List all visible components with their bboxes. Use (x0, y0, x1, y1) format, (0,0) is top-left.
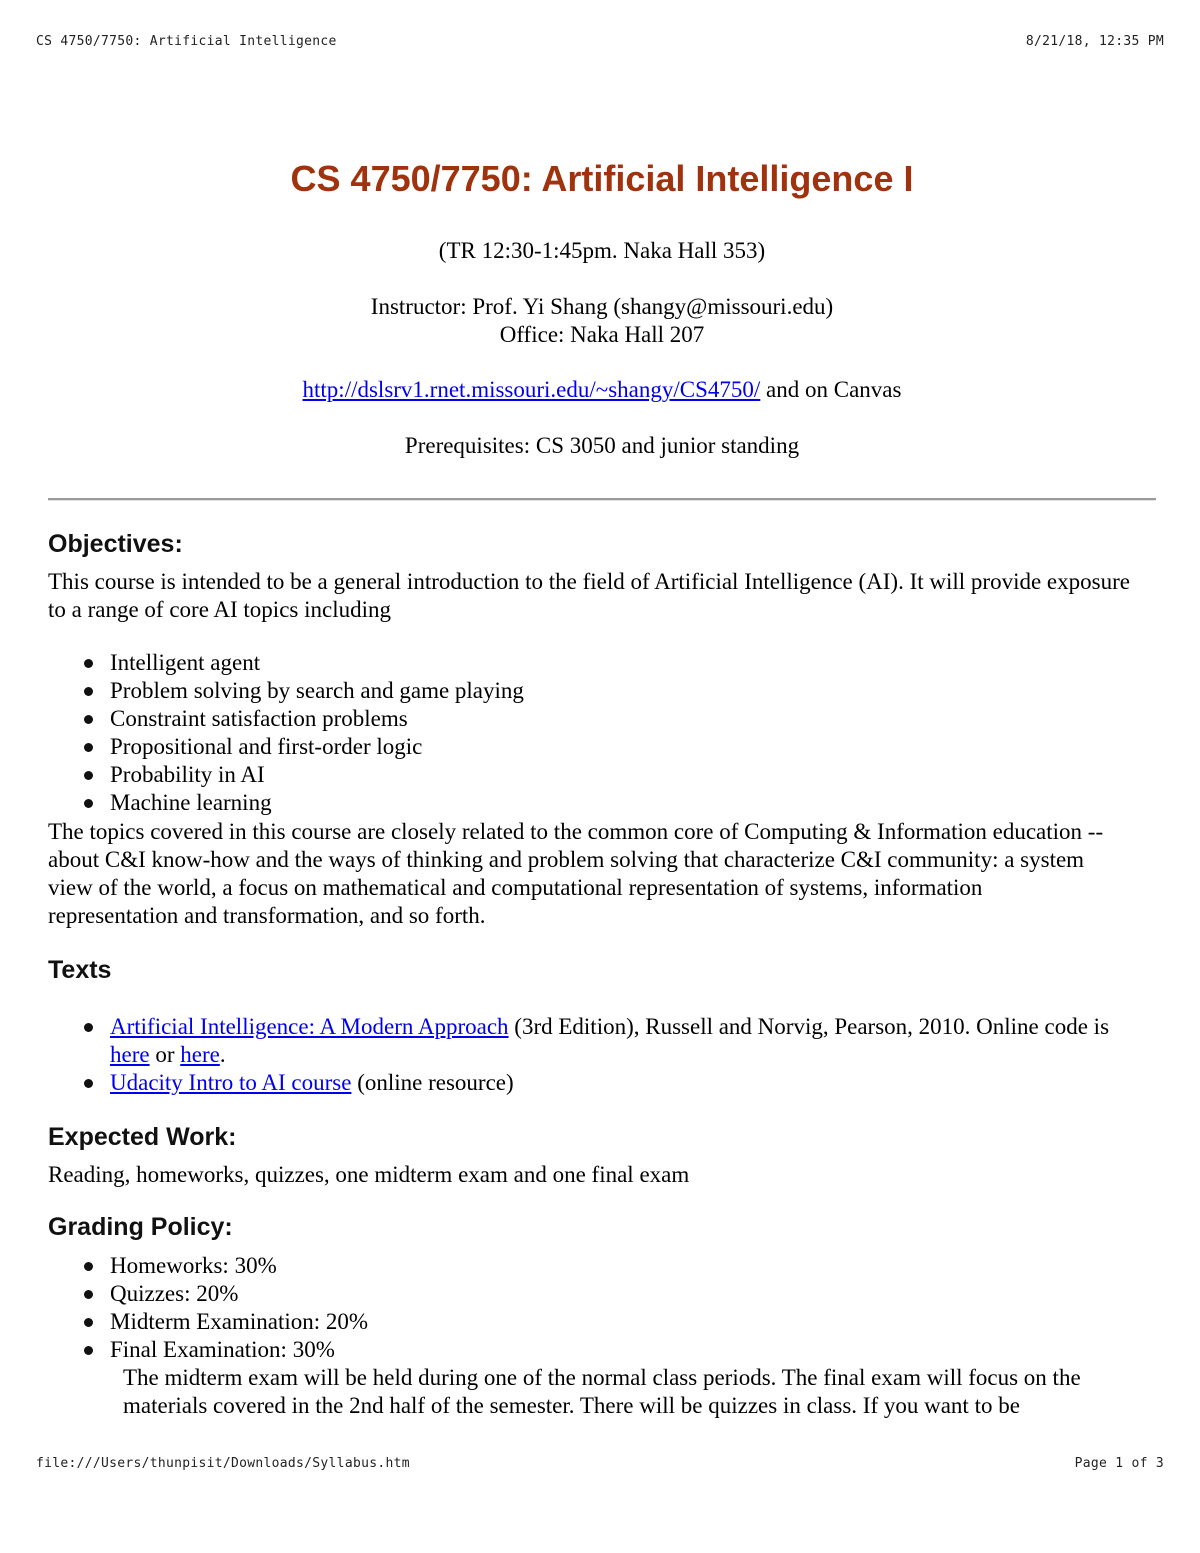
textbook-details: (3rd Edition), Russell and Norvig, Pearson, 2010. Online code is (508, 1014, 1110, 1039)
list-item: Probability in AI (48, 761, 1148, 789)
expected-work-heading: Expected Work: (48, 1123, 237, 1151)
print-footer-page-number: Page 1 of 3 (1074, 1456, 1164, 1471)
grading-policy-heading: Grading Policy: (48, 1213, 233, 1241)
udacity-details: (online resource) (351, 1070, 514, 1095)
objectives-heading: Objectives: (48, 530, 183, 558)
course-url-link[interactable]: http://dslsrv1.rnet.missouri.edu/~shangy/CS4750/ (302, 377, 761, 402)
grading-note: The midterm exam will be held during one of the normal class periods. The final exam will focus on the materials covered in the 2nd half of the semester. There will be quizzes in class. If you want to be (123, 1365, 1081, 1418)
print-footer (36, 1456, 1164, 1471)
office-line: Office: Naka Hall 207 (499, 322, 705, 347)
online-code-link-1[interactable]: here (110, 1042, 150, 1067)
print-header (36, 34, 1164, 49)
print-header-timestamp: 8/21/18, 12:35 PM (1025, 34, 1164, 49)
print-footer-file-path: file:///Users/thunpisit/Downloads/Syllabus.htm (36, 1456, 410, 1471)
udacity-course-link[interactable]: Udacity Intro to AI course (110, 1070, 352, 1095)
list-item (48, 1013, 1148, 1069)
period-text: . (219, 1042, 226, 1067)
list-item: Problem solving by search and game playing (48, 677, 1148, 705)
list-item: Homeworks: 30% (48, 1252, 1148, 1280)
texts-list (48, 1013, 1148, 1097)
texts-heading: Texts (48, 956, 112, 984)
list-item: Propositional and first-order logic (48, 733, 1148, 761)
expected-work-text: Reading, homeworks, quizzes, one midterm exam and one final exam (48, 1162, 690, 1187)
page-title: CS 4750/7750: Artificial Intelligence I (290, 158, 914, 199)
list-item: Machine learning (48, 789, 1148, 817)
objectives-intro: This course is intended to be a general introduction to the field of Artificial Intelligence (AI). It will provide exposure to a range of core AI topics including (48, 569, 1130, 622)
course-url-line (48, 376, 1156, 404)
list-item: Constraint satisfaction problems (48, 705, 1148, 733)
objectives-topic-list (48, 649, 1148, 817)
list-item: Final Examination: 30% (48, 1336, 1148, 1364)
prerequisites-line: Prerequisites: CS 3050 and junior standing (404, 433, 800, 458)
list-item (48, 1069, 1148, 1097)
textbook-link[interactable]: Artificial Intelligence: A Modern Approach (110, 1014, 509, 1039)
horizontal-divider (48, 498, 1156, 501)
print-header-title: CS 4750/7750: Artificial Intelligence (36, 34, 337, 49)
or-text: or (149, 1042, 181, 1067)
schedule-line: (TR 12:30-1:45pm. Naka Hall 353) (438, 238, 766, 263)
list-item: Intelligent agent (48, 649, 1148, 677)
objectives-closing: The topics covered in this course are closely related to the common core of Computing & Information education -- about C&I know-how and the ways of thinking and problem solving that characterize C&I community: a system view of the world, a focus on mathematical and computational representation of systems, information representation and transformation, and so forth. (48, 819, 1104, 928)
grading-list (48, 1252, 1148, 1364)
instructor-line: Instructor: Prof. Yi Shang (shangy@missouri.edu) (370, 294, 834, 319)
list-item: Quizzes: 20% (48, 1280, 1148, 1308)
course-url-suffix: and on Canvas (760, 377, 902, 402)
online-code-link-2[interactable]: here (180, 1042, 220, 1067)
list-item: Midterm Examination: 20% (48, 1308, 1148, 1336)
